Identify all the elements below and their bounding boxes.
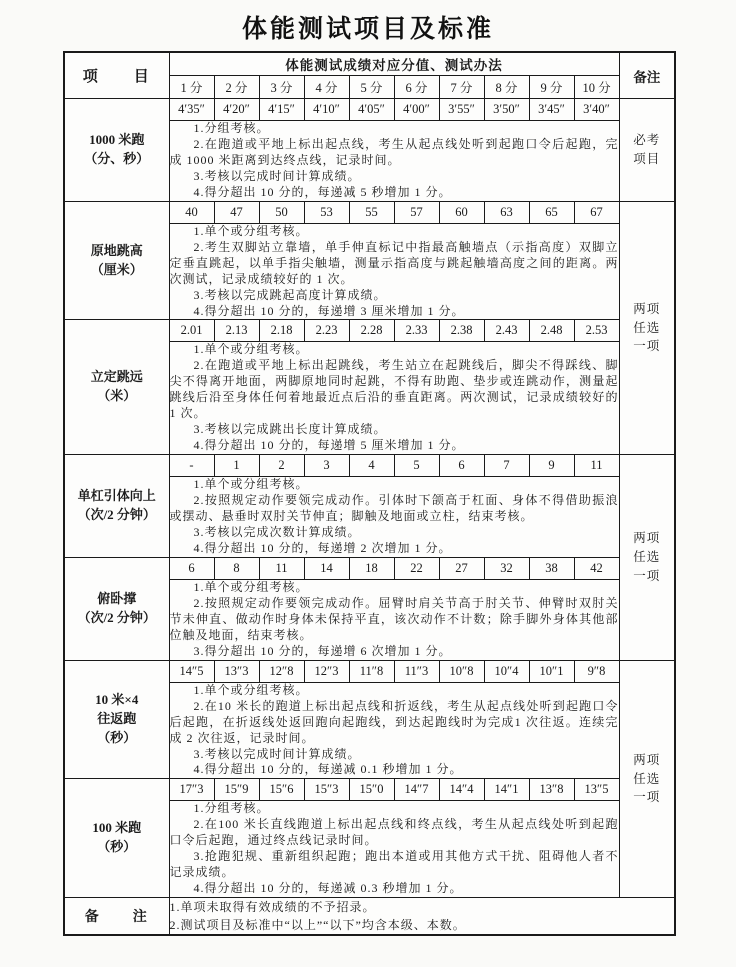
score-cell: 2.23 bbox=[304, 320, 349, 342]
item-name-standing-long-jump bbox=[64, 320, 169, 455]
notes-cell bbox=[169, 801, 619, 898]
score-cell: 14″1 bbox=[484, 779, 529, 801]
score-cell: 11 bbox=[574, 455, 619, 477]
remark-line: 任选 bbox=[633, 550, 661, 565]
notes-item: 4.得分超出 10 分的，每递减 0.3 秒增加 1 分。 bbox=[193, 881, 463, 896]
notes-item: 4.得分超出 10 分的，每递增 5 厘米增加 1 分。 bbox=[193, 438, 465, 453]
score-cell: 4′35″ bbox=[169, 99, 214, 121]
score-cell: 2.28 bbox=[349, 320, 394, 342]
notes-item: 2.在跑道或平地上标出起点线，考生从起点线处听到起跑口令后起跑，完成 1000 米距离到达终点线，记录时间。 bbox=[169, 136, 619, 167]
remark-line: 必考 bbox=[633, 133, 661, 148]
score-cell: 13″3 bbox=[214, 660, 259, 682]
score-header-1: 1 分 bbox=[169, 76, 214, 99]
score-cell: 22 bbox=[394, 557, 439, 579]
notes-cell bbox=[169, 682, 619, 779]
standards-table bbox=[63, 51, 676, 936]
score-header-7: 7 分 bbox=[439, 76, 484, 99]
header-row-1 bbox=[64, 52, 675, 76]
item-name-line: （厘米） bbox=[90, 261, 143, 277]
item-name-pull-up bbox=[64, 455, 169, 558]
score-cell: 15″3 bbox=[304, 779, 349, 801]
item-name-line: 原地跳高 bbox=[90, 242, 143, 258]
score-cell: 42 bbox=[574, 557, 619, 579]
score-cell: 3′55″ bbox=[439, 99, 484, 121]
footer-note-item: 1.单项未取得有效成绩的不予招录。 bbox=[169, 900, 376, 915]
notes-item: 1.单个或分组考核。 bbox=[193, 223, 309, 238]
score-cell: 12″3 bbox=[304, 660, 349, 682]
score-cell: 6 bbox=[169, 557, 214, 579]
notes-item: 2.在100 米长直线跑道上标出起点线和终点线，考生从起点线处听到起跑口令后起跑，通过终点线记录时间。 bbox=[169, 817, 619, 848]
score-cell: 4′05″ bbox=[349, 99, 394, 121]
notes-item: 3.考核以完成次数计算成绩。 bbox=[193, 525, 361, 540]
item-name-line: 往返跑 bbox=[97, 711, 137, 727]
score-cell: 15″9 bbox=[214, 779, 259, 801]
item-name-line: 1000 米跑 bbox=[89, 132, 145, 148]
score-cell: 60 bbox=[439, 201, 484, 223]
remark-cell-choose-one-a bbox=[619, 201, 675, 454]
item-name-shuttle-run bbox=[64, 660, 169, 779]
score-cell: 13″5 bbox=[574, 779, 619, 801]
header-item-col: 项 目 bbox=[64, 52, 169, 99]
score-cell: 9 bbox=[529, 455, 574, 477]
item-name-line: （秒） bbox=[97, 839, 137, 855]
values-row-shuttle-run bbox=[64, 660, 675, 682]
notes-item: 2.在10 米长的跑道上标出起点线和折返线，考生从起点线处听到起跑口令后起跑，在折返线处返回跑向起跑线，到达起跑线时为完成1 次往返。连续完成 2 次往返，记录时间。 bbox=[169, 698, 619, 745]
notes-item: 4.得分超出 10 分的，每递增 3 厘米增加 1 分。 bbox=[193, 303, 465, 318]
score-cell: 2 bbox=[259, 455, 304, 477]
header-score-section: 体能测试成绩对应分值、测试办法 bbox=[169, 52, 619, 76]
notes-item: 2.在跑道或平地上标出起跳线，考生站立在起跳线后，脚尖不得踩线、脚尖不得离开地面，两脚原地同时起跳，不得有助跑、垫步或连跳动作，测量起跳线后沿至身体任何着地最近点后沿的垂直距离。两次测试，记录成绩较好的 1 次。 bbox=[169, 358, 619, 421]
remark-line: 任选 bbox=[633, 320, 661, 335]
score-cell: 4′15″ bbox=[259, 99, 304, 121]
footer-label: 备 注 bbox=[64, 898, 169, 936]
score-cell: 63 bbox=[484, 201, 529, 223]
score-cell: 14″5 bbox=[169, 660, 214, 682]
item-name-push-up bbox=[64, 557, 169, 660]
score-cell: 47 bbox=[214, 201, 259, 223]
notes-item: 3.得分超出 10 分的，每递增 6 次增加 1 分。 bbox=[193, 643, 452, 658]
item-name-line: 立定跳远 bbox=[90, 369, 143, 385]
score-cell: 2.18 bbox=[259, 320, 304, 342]
notes-item: 3.考核以完成时间计算成绩。 bbox=[193, 168, 361, 183]
score-cell: 8 bbox=[214, 557, 259, 579]
remark-cell-choose-one-c bbox=[619, 660, 675, 897]
score-cell: 2.48 bbox=[529, 320, 574, 342]
score-cell: 2.33 bbox=[394, 320, 439, 342]
notes-cell bbox=[169, 121, 619, 202]
notes-item: 1.单个或分组考核。 bbox=[193, 342, 309, 357]
score-cell: 11″8 bbox=[349, 660, 394, 682]
notes-item: 3.抢跑犯规、重新组织起跑；跑出本道或用其他方式干扰、阻碍他人者不记录成绩。 bbox=[169, 849, 619, 880]
notes-item: 3.考核以完成时间计算成绩。 bbox=[193, 746, 361, 761]
notes-item: 4.得分超出 10 分的，每递减 0.1 秒增加 1 分。 bbox=[193, 762, 463, 777]
score-cell: 53 bbox=[304, 201, 349, 223]
score-cell: 4′10″ bbox=[304, 99, 349, 121]
notes-item: 1.分组考核。 bbox=[193, 121, 270, 135]
notes-cell bbox=[169, 579, 619, 660]
remark-line: 一项 bbox=[633, 339, 661, 354]
score-cell: 2.53 bbox=[574, 320, 619, 342]
score-cell: 15″6 bbox=[259, 779, 304, 801]
notes-cell bbox=[169, 223, 619, 320]
item-name-line: 100 米跑 bbox=[92, 820, 142, 836]
score-cell: 32 bbox=[484, 557, 529, 579]
score-cell: 27 bbox=[439, 557, 484, 579]
score-cell: 57 bbox=[394, 201, 439, 223]
notes-cell bbox=[169, 477, 619, 558]
remark-line: 两项 bbox=[633, 301, 661, 316]
footer-note-item: 2.测试项目及标准中“以上”“以下”均含本级、本数。 bbox=[169, 918, 466, 933]
notes-item: 2.按照规定动作要领完成动作。引体时下颌高于杠面、身体不得借助振浪或摆动、悬垂时双肘关节伸直；脚触及地面或立柱，结束考核。 bbox=[169, 493, 619, 524]
item-name-line: （米） bbox=[97, 388, 137, 404]
score-cell: 65 bbox=[529, 201, 574, 223]
remark-line: 两项 bbox=[633, 752, 661, 767]
score-cell: 17″3 bbox=[169, 779, 214, 801]
remark-line: 项目 bbox=[633, 151, 661, 166]
notes-item: 1.分组考核。 bbox=[193, 801, 270, 816]
score-cell: 11 bbox=[259, 557, 304, 579]
score-cell: 10″8 bbox=[439, 660, 484, 682]
values-row-vertical-jump bbox=[64, 201, 675, 223]
header-remark-col: 备注 bbox=[619, 52, 675, 99]
score-header-5: 5 分 bbox=[349, 76, 394, 99]
score-cell: 11″3 bbox=[394, 660, 439, 682]
notes-item: 1.单个或分组考核。 bbox=[193, 682, 309, 697]
score-cell: 3 bbox=[304, 455, 349, 477]
score-cell: 6 bbox=[439, 455, 484, 477]
notes-cell bbox=[169, 342, 619, 455]
score-cell: 3′50″ bbox=[484, 99, 529, 121]
notes-item: 1.单个或分组考核。 bbox=[193, 579, 309, 594]
item-name-vertical-jump bbox=[64, 201, 169, 320]
item-name-line: （分、秒） bbox=[84, 150, 150, 166]
remark-line: 一项 bbox=[633, 790, 661, 805]
notes-item: 2.考生双脚站立靠墙，单手伸直标记中指最高触墙点（示指高度）双脚立定垂直跳起，以单手指尖触墙，测量示指高度与跳起触墙高度之间的距离。两次测试，记录成绩较好的 1 次。 bbox=[169, 239, 619, 286]
score-header-8: 8 分 bbox=[484, 76, 529, 99]
score-header-3: 3 分 bbox=[259, 76, 304, 99]
score-cell: 2.43 bbox=[484, 320, 529, 342]
score-cell: 40 bbox=[169, 201, 214, 223]
score-header-4: 4 分 bbox=[304, 76, 349, 99]
score-cell: 2.38 bbox=[439, 320, 484, 342]
score-cell: 4′00″ bbox=[394, 99, 439, 121]
notes-item: 3.考核以完成跳出长度计算成绩。 bbox=[193, 422, 387, 437]
score-cell: 10″1 bbox=[529, 660, 574, 682]
score-cell: 1 bbox=[214, 455, 259, 477]
item-name-line: 俯卧撑 bbox=[97, 590, 137, 606]
score-cell: 14″4 bbox=[439, 779, 484, 801]
score-cell: 3′45″ bbox=[529, 99, 574, 121]
score-cell: 14 bbox=[304, 557, 349, 579]
score-cell: 15″0 bbox=[349, 779, 394, 801]
score-cell: - bbox=[169, 455, 214, 477]
remark-line: 两项 bbox=[633, 531, 661, 546]
score-cell: 4′20″ bbox=[214, 99, 259, 121]
remark-line: 一项 bbox=[633, 568, 661, 583]
remark-line: 任选 bbox=[633, 771, 661, 786]
score-cell: 50 bbox=[259, 201, 304, 223]
values-row-pull-up bbox=[64, 455, 675, 477]
values-row-standing-long-jump bbox=[64, 320, 675, 342]
item-name-line: （秒） bbox=[97, 729, 137, 745]
score-header-10: 10 分 bbox=[574, 76, 619, 99]
score-cell: 2.01 bbox=[169, 320, 214, 342]
score-cell: 5 bbox=[394, 455, 439, 477]
item-name-100m bbox=[64, 779, 169, 898]
values-row-100m bbox=[64, 779, 675, 801]
score-header-6: 6 分 bbox=[394, 76, 439, 99]
values-row-push-up bbox=[64, 557, 675, 579]
item-name-line: （次/2 分钟） bbox=[77, 609, 156, 625]
notes-item: 1.单个或分组考核。 bbox=[193, 477, 309, 492]
page-title: 体能测试项目及标准 bbox=[241, 16, 494, 43]
remark-cell-choose-one-b bbox=[619, 455, 675, 661]
score-cell: 14″7 bbox=[394, 779, 439, 801]
remark-cell-required bbox=[619, 99, 675, 202]
score-cell: 13″8 bbox=[529, 779, 574, 801]
score-cell: 12″8 bbox=[259, 660, 304, 682]
score-header-9: 9 分 bbox=[529, 76, 574, 99]
values-row-1000m bbox=[64, 99, 675, 121]
notes-item: 2.按照规定动作要领完成动作。屈臂时肩关节高于肘关节、伸臂时双肘关节未伸直、做动作时身体未保持平直，该次动作不计数；除手脚外身体其他部位触及地面，结束考核。 bbox=[169, 595, 619, 642]
score-cell: 55 bbox=[349, 201, 394, 223]
item-name-1000m bbox=[64, 99, 169, 202]
score-cell: 18 bbox=[349, 557, 394, 579]
score-header-2: 2 分 bbox=[214, 76, 259, 99]
footer-notes-cell bbox=[169, 898, 675, 936]
footer-row bbox=[64, 898, 675, 936]
score-cell: 2.13 bbox=[214, 320, 259, 342]
item-name-line: （次/2 分钟） bbox=[77, 507, 156, 523]
score-cell: 3′40″ bbox=[574, 99, 619, 121]
item-name-line: 10 米×4 bbox=[95, 692, 139, 708]
item-name-line: 单杠引体向上 bbox=[77, 488, 156, 504]
score-cell: 7 bbox=[484, 455, 529, 477]
score-cell: 9″8 bbox=[574, 660, 619, 682]
notes-item: 4.得分超出 10 分的，每递减 5 秒增加 1 分。 bbox=[193, 184, 452, 199]
score-cell: 38 bbox=[529, 557, 574, 579]
notes-item: 4.得分超出 10 分的，每递增 2 次增加 1 分。 bbox=[193, 540, 452, 555]
score-cell: 4 bbox=[349, 455, 394, 477]
score-cell: 67 bbox=[574, 201, 619, 223]
notes-item: 3.考核以完成跳起高度计算成绩。 bbox=[193, 287, 387, 302]
score-cell: 10″4 bbox=[484, 660, 529, 682]
